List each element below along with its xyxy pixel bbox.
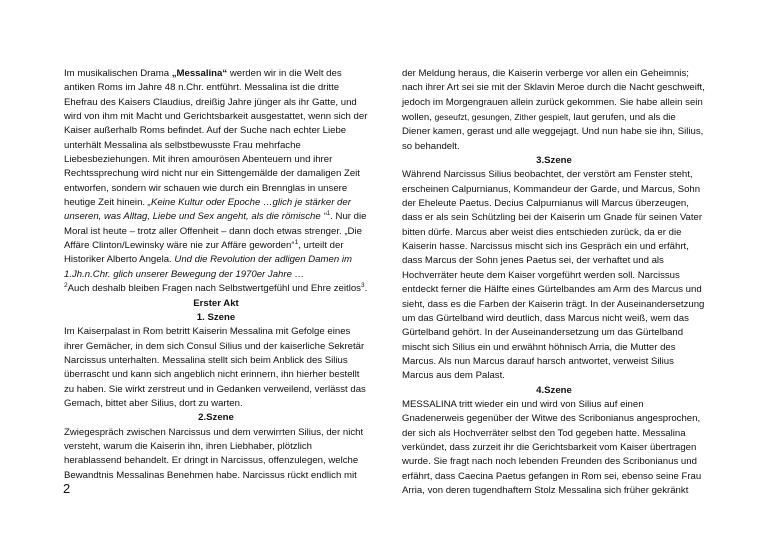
continued-text: laut gerufen, und als die Diener kamen, gerast und alle weggejagt. Und nun habe sie ihn, Silius, so behandelt. (402, 112, 704, 152)
quote-text: Und die Revolution der adligen Damen im 1.Jh.n.Chr. glich unserer Bewegung der 1970er Jahre … (64, 254, 352, 280)
scene-3-text: Während Narcissus Silius beobachtet, der verstört am Fenster steht, erscheinen Calpurnianus, Kommandeur der Garde, und Marcus, Sohn der Eheleute Paetus. Decius Calpurnianus will Marcus überzeugen, dass er als sein Schützling bei der Kaiserin um Gnade für seinen Vater bitten dürfe. Marcus aber weist dies entschieden zurück, da er die Kaiserin hasse. Narcissus mischt sich ins Gespräch ein und erfährt, dass Marcus der Sohn jenes Paetus sei, der verhaftet und als Hochverräter heute dem Kaiser vorgeführt werden soll. Narcissus entdeckt ferner die Hälfte eines Gürtelbandes am Arm des Marcus und sieht, dass es die Farben der Kaiserin trägt. In der Auseinandersetzung um das Gürtelband wird deutlich, dass Marcus nicht weiß, wem das Gürtelband gehört. In der Auseinandersetzung um das Gürtelband mischt sich Silius ein und erwähnt höhnisch Arria, die Mutter des Marcus. Als nun Marcus darauf harsch antwortet, verweist Silius Marcus aus dem Palast. (402, 169, 705, 382)
continued-small-text: geseufzt, gesungen, Zither gespielt, (434, 112, 571, 123)
footnote-marker: 1 (294, 239, 299, 247)
intro-text: , urteilt der Historiker Alberto Angela. (64, 240, 344, 266)
scene-1-text: Im Kaiserpalast in Rom betritt Kaiserin Messalina mit Gefolge eines ihrer Gemächer, in dem sich Consul Silius und der kaiserliche Sekretär Narcissus unterhalten. Messalina stellt sich beim Anblick des Silius überrascht und kann sich angeblich nicht erinnern, ihn hierher bestellt zu haben. Sie wirkt zerstreut und in Gedanken verweilend, verlässt das Gemach, bittet aber Silius, dort zu warten. (64, 326, 366, 409)
intro-text: Auch deshalb bleiben Fragen nach Selbstwertgefühl und Ehre zeitlos (67, 283, 361, 295)
quote-text: „Keine Kultur oder Epoche …glich je stärker der unseren, was Alltag, Liebe und Sex angeht, als die römische “ (64, 197, 351, 223)
page-number: 2 (63, 481, 71, 496)
footnote-marker: 1 (326, 210, 331, 218)
scene-4-heading: 4.Szene (536, 384, 572, 396)
intro-paragraph (64, 67, 368, 297)
footnote-marker: 3 (360, 282, 365, 290)
intro-text: . Nur die Moral ist heute – trotz aller Offenheit – dann doch etwas strenger. „Die Affäre Clinton/Lewinsky wäre nie zur Affäre geworden“ (64, 211, 367, 252)
intro-text: Im musikalischen Drama (64, 68, 172, 79)
intro-text: . (364, 283, 368, 295)
scene-2-continued (402, 67, 706, 154)
right-column (402, 67, 706, 498)
scene-2-heading: 2.Szene (198, 412, 234, 424)
scene-3-heading: 3.Szene (536, 155, 572, 167)
intro-text: werden wir in die Welt des antiken Roms im Jahre 48 n.Chr. entführt. Messalina ist die dritte Ehefrau des Kaisers Claudius, dreißig Jahre jünger als ihr Gatte, und wird von ihm mit Macht und Gerichtsbarkeit ausgestattet, wenn sich der Kaiser außerhalb Roms befindet. Auf der Suche nach echter Liebe unterhält Messalina als selbstbewusste Frau mehrfache Liebesbeziehungen. Mit ihren amourösen Abenteuern und ihrer Rechtssprechung wird nicht nur ein Sittengemälde der damaligen Zeit entworfen, sondern wir schauen wie durch ein Brennglas in unsere heutige Zeit hinein. (64, 68, 368, 209)
scene-1-heading: 1. Szene (196, 311, 236, 323)
left-column (64, 67, 368, 483)
scene-2-text: Zwiegespräch zwischen Narcissus und dem verwirrten Silius, der nicht versteht, warum die Kaiserin ihn, ihren Liebhaber, plötzlich herablassend behandelt. Er dringt in Narcissus, offenzulegen, welche Bewandtnis Messalinas Benehmen habe. Narcissus rückt endlich mit (64, 426, 364, 481)
continued-text: der Meldung heraus, die Kaiserin verberge vor allen ein Geheimnis; nach ihrer Art sei sie mit der Sklavin Meroe durch die Nacht geschweift, jedoch im Morgengrauen allein zurück gekommen. Sie habe allein sein wollen, (402, 68, 705, 124)
scene-4-text: MESSALINA tritt wieder ein und wird von Silius auf einen Gnadenerweis gegenüber der Witwe des Scribonianus angesprochen, der sich als Hochverräter selbst den Tod gegeben hatte. Messalina verkündet, dass zurzeit ihr die Gerichtsbarkeit vom Kaiser übertragen wurde. Sie fragt nach noch lebenden Freunden des Scribonianus und erfährt, dass Caecina Paetus gefangen in Rom sei, ebenso seine Frau Arria, von deren tugendhaftem Stolz Messalina sich früher gekränkt (402, 398, 702, 496)
footnote-marker: 2 (64, 282, 68, 290)
act-heading: Erster Akt (193, 297, 239, 309)
opera-title: „Messalina“ (171, 68, 228, 79)
